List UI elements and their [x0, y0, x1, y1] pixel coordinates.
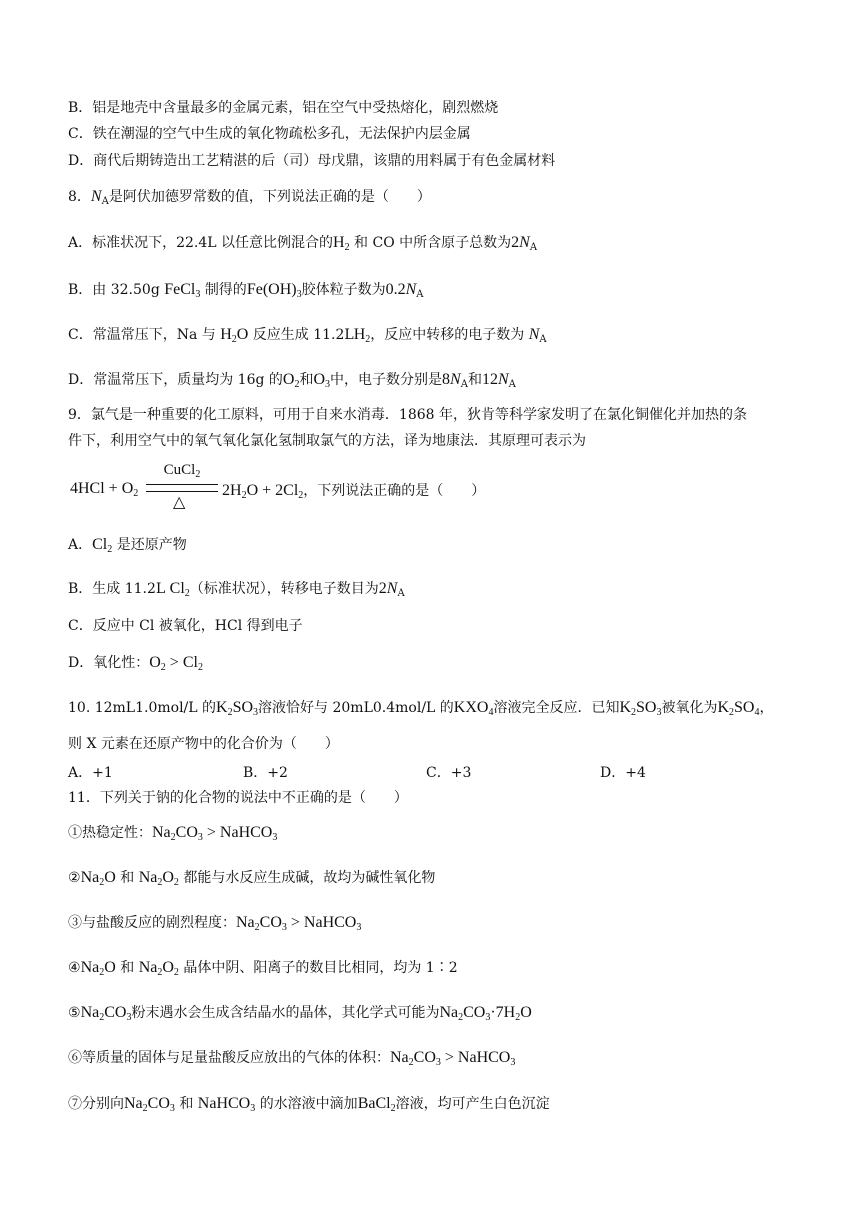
q8-option-a: A．标准状况下，22.4L 以任意比例混合的$H_2$ 和 CO 中所含原子总数为$2N_A$: [68, 234, 538, 253]
q11-item-5: $⑤Na_2CO_3$粉末遇水会生成含结晶水的晶体，其化学式可能为$Na_2CO_3\cdot 7H_2O$: [68, 1004, 532, 1023]
q10-stem-line1: 10. 12mL1.0mol/L 的$K_2SO_3$溶液恰好与 20mL0.4mol/L 的$KXO_4$溶液完全反应．已知$K_2SO_3$被氧化为$K_2SO_4$，: [68, 699, 774, 718]
q9-option-a: A．$Cl_2$ 是还原产物: [68, 536, 187, 555]
q8-stem: 8．$N_A$是阿伏加德罗常数的值，下列说法正确的是（ ）: [68, 188, 431, 207]
q11-item-2: $②Na_2O$ 和 $Na_2O_2$ 都能与水反应生成碱，故均为碱性氧化物: [68, 869, 436, 888]
q11-item-4: $④Na_2O$ 和 $Na_2O_2$ 晶体中阴、阳离子的数目比相同，均为 1∶2: [68, 959, 458, 978]
q11-item-6: ⑥等质量的固体与足量盐酸反应放出的气体的体积：$Na_2CO_3$ > NaHCO$_3$: [68, 1049, 516, 1068]
q11-item-7: ⑦分别向$Na_2CO_3$ 和 NaHCO$_3$ 的水溶液中滴加BaCl$_2$溶液，均可产生白色沉淀: [68, 1095, 550, 1114]
q9-option-b: B．生成 11.2L $Cl_2$（标准状况），转移电子数目为$2N_A$: [68, 580, 405, 599]
q8-option-d: D．常温常压下，质量均为 16g 的$O_2$和$O_3$中，电子数分别是$8N_A$和$12N_A$: [68, 371, 516, 390]
q8-option-b: B．由 32.50g FeCl$_3$ 制得的$Fe(OH)_3$胶体粒子数为$0.2N_A$: [68, 281, 424, 300]
q11-item-1: ①热稳定性：$Na_2CO_3$ > NaHCO$_3$: [68, 824, 278, 843]
q9-stem-line2: 件下，利用空气中的氧气氧化氯化氢制取氯气的方法，译为地康法．其原理可表示为: [68, 433, 586, 449]
q10-option-c: C．+3: [426, 765, 472, 781]
q7-option-b: B．铝是地壳中含量最多的金属元素，铝在空气中受热熔化，剧烈燃烧: [68, 100, 499, 116]
q7-option-d: D．商代后期铸造出工艺精湛的后（司）母戊鼎，该鼎的用料属于有色金属材料: [68, 153, 556, 169]
q11-item-3: ③与盐酸反应的剧烈程度：$Na_2CO_3$ > NaHCO$_3$: [68, 914, 362, 933]
q9-stem-line1: 9．氯气是一种重要的化工原料，可用于自来水消毒．1868 年，狄肯等科学家发明了在氯化铜催化并加热的条: [68, 407, 747, 423]
q11-stem: 11．下列关于钠的化合物的说法中不正确的是（ ）: [68, 790, 408, 806]
q10-stem-line2: 则 X 元素在还原产物中的化合价为（ ）: [68, 736, 339, 752]
q9-option-c: C．反应中 Cl 被氧化，HCl 得到电子: [68, 618, 303, 634]
q10-option-b: B．+2: [243, 765, 288, 781]
q10-option-d: D．+4: [600, 765, 646, 781]
q8-option-c: C．常温常压下，Na 与 $H_2O$ 反应生成 $11.2LH_2$，反应中转移的电子数为 $N_A$: [68, 326, 547, 345]
q7-option-c: C．铁在潮湿的空气中生成的氧化物疏松多孔，无法保护内层金属: [68, 126, 471, 142]
q10-option-a: A．+1: [68, 765, 113, 781]
q9-option-d: D．氧化性：$O_2 > Cl_2$: [68, 654, 203, 673]
